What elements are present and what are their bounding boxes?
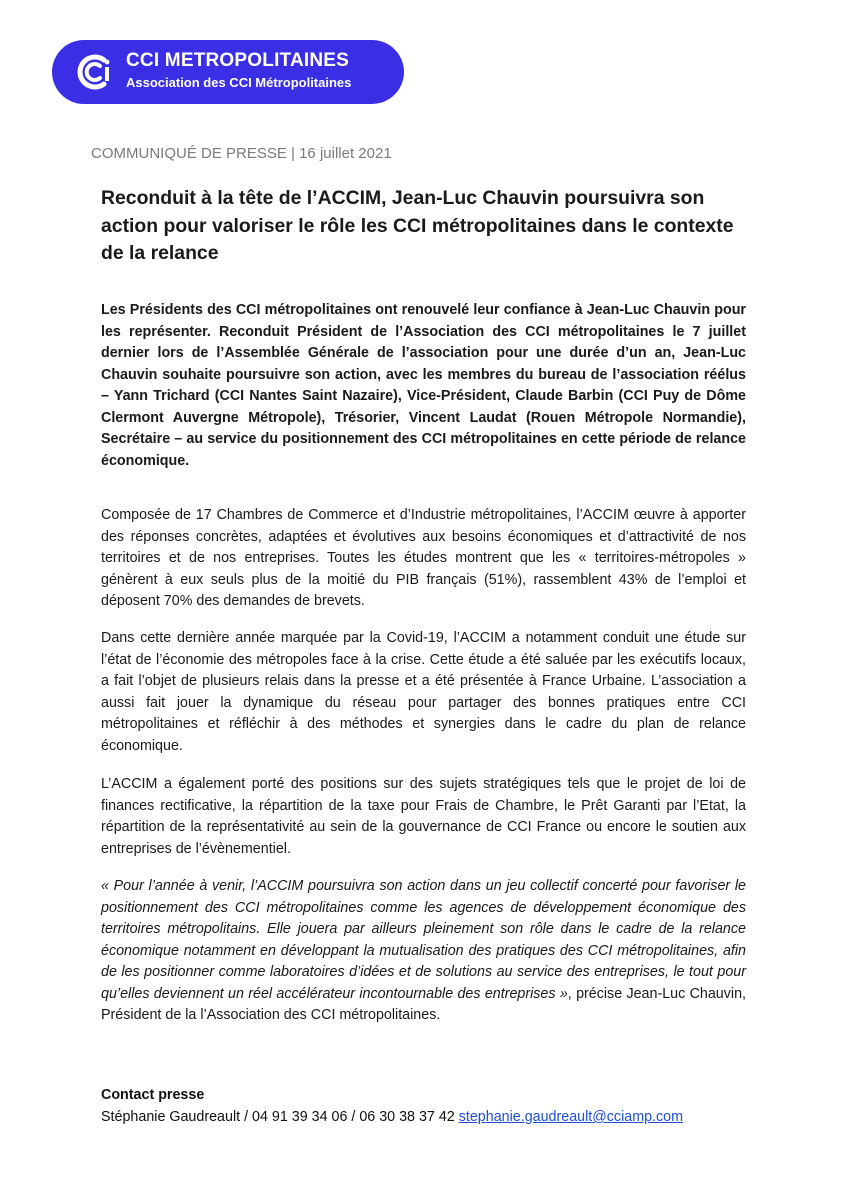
body-paragraph-2: Dans cette dernière année marquée par la Covid-19, l’ACCIM a notamment conduit une étude sur l’état de l’économie des métropoles face à la crise. Cette étude a été saluée par les exécutifs locaux, a fait l’objet de plusieurs relais dans la presse et a été présentée à France Urbaine. L’association a aussi fait jouer la dynamique du réseau pour partager des bonnes pratiques entre CCI métropolitaines et réfléchir à des méthodes et synergies dans le cadre du plan de relance économique.	[101, 630, 746, 754]
press-release-dateline: COMMUNIQUÉ DE PRESSE | 16 juillet 2021	[91, 145, 392, 162]
body-paragraph-3: L’ACCIM a également porté des positions sur des sujets stratégiques tels que le projet de loi de finances rectificative, la répartition de la taxe pour Frais de Chambre, le Prêt Garanti par l’Etat, la répartition de la représentativité au sein de la gouvernance de CCI France ou encore le soutien aux entreprises de l’évènementiel.	[101, 776, 746, 857]
page-title: Reconduit à la tête de l’ACCIM, Jean-Luc Chauvin poursuivra son action pour valoriser le rôle les CCI métropolitaines dans le contexte de la relance	[101, 187, 734, 264]
quote-attribution: , précise Jean-Luc Chauvin, Président de la l’Association des CCI métropolitaines.	[101, 985, 747, 1023]
quote-paragraph	[101, 876, 746, 1027]
logo-title: CCI METROPOLITAINES	[126, 50, 350, 71]
quote-text: « Pour l’année à venir, l’ACCIM poursuivra son action dans un jeu collectif concerté pour favoriser le positionnement des CCI métropolitaines comme les agences de développement économique des territoires métropolitains. Elle jouera par ailleurs pleinement son rôle dans le cadre de la relance économique notamment en développant la mutualisation des pratiques des CCI métropolitaines, afin de les positionner comme laboratoires d’idées et de solutions au service des entreprises, le tout pour qu’elles deviennent un réel accélérateur incontournable des entreprises »	[101, 878, 746, 1002]
contact-email-link[interactable]: stephanie.gaudreault@cciamp.com	[458, 1109, 684, 1125]
body-paragraph-1: Composée de 17 Chambres de Commerce et d’Industrie métropolitaines, l’ACCIM œuvre à apporter des réponses concrètes, adaptées et évolutives aux besoins économiques et d’attractivité de nos territoires et de nos entreprises. Toutes les études montrent que les « territoires-métropoles » génèrent à eux seuls plus de la moitié du PIB français (51%), rassemblent 43% de l’emploi et déposent 70% des demandes de brevets.	[101, 507, 746, 609]
logo-subtitle: Association des CCI Métropolitaines	[126, 75, 352, 90]
contact-line	[101, 1109, 683, 1125]
cci-logo-icon	[74, 52, 114, 92]
cci-logo	[52, 40, 404, 104]
lead-paragraph: Les Présidents des CCI métropolitaines ont renouvelé leur confiance à Jean-Luc Chauvin pour les représenter. Reconduit Président de l’Association des CCI métropolitaines le 7 juillet dernier lors de l’Assemblée Générale de l’association pour une durée d’un an, Jean-Luc Chauvin souhaite poursuivre son action, avec les membres du bureau de l’association réélus – Yann Trichard (CCI Nantes Saint Nazaire), Vice-Président, Claude Barbin (CCI Puy de Dôme Clermont Auvergne Métropole), Trésorier, Vincent Laudat (Rouen Métropole Normandie), Secrétaire – au service du positionnement des CCI métropolitaines en cette période de relance économique.	[101, 302, 746, 469]
contact-heading: Contact presse	[101, 1087, 205, 1103]
contact-details: Stéphanie Gaudreault / 04 91 39 34 06 / 06 30 38 37 42	[101, 1109, 459, 1125]
